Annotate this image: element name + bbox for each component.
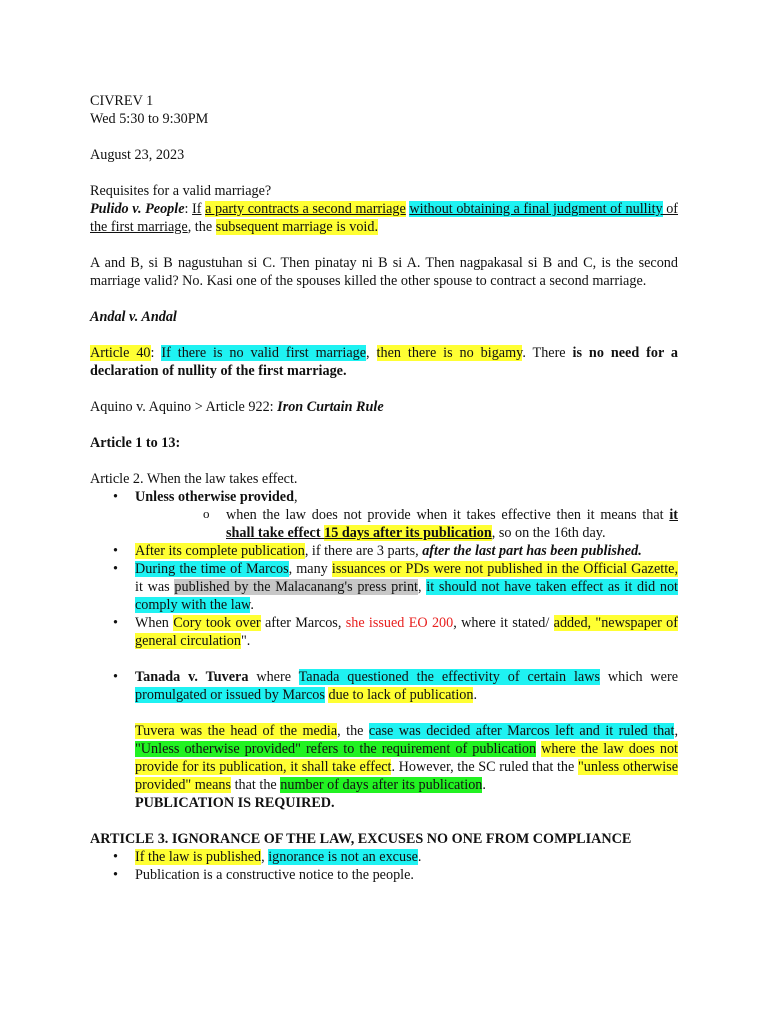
article40-paragraph: Article 40: If there is no valid first marriage, then there is no bigamy. There is no need for a declaration of nullity of the first marriage. (90, 345, 679, 379)
article3-title: ARTICLE 3. IGNORANCE OF THE LAW, EXCUSES NO ONE FROM COMPLIANCE (90, 831, 632, 847)
tanada-case: Tanada v. Tuvera (135, 669, 249, 685)
article2-title: Article 2. When the law takes effect. (90, 471, 298, 487)
list-item: • After its complete publication, if there are 3 parts, after the last part has been published. (90, 542, 678, 560)
articles-heading: Article 1 to 13: (90, 435, 181, 451)
article2-list (90, 488, 678, 650)
tanada-list (90, 668, 678, 812)
scenario-paragraph: A and B, si B nagustuhan si C. Then pinatay ni B si A. Then nagpakasal si B and C, is the second marriage valid? No. Kasi one of the spouses killed the other spouse to contract a second marriage. (90, 255, 678, 289)
hl-no-bigamy: then there is no bigamy (376, 345, 523, 361)
list-item: • If the law is published, ignorance is not an excuse. (90, 848, 678, 866)
requisites-question: Requisites for a valid marriage? (90, 183, 272, 199)
hl-no-valid-first: If there is no valid first marriage (161, 345, 367, 361)
article3-list (90, 848, 678, 884)
list-item: • Unless otherwise provided, o when the law does not provide when it takes effective then it means that it shall take effect 15 days after its publication, so on the 16th day. (90, 488, 678, 542)
list-item: • Tanada v. Tuvera where Tanada questioned the effectivity of certain laws which were promulgated or issued by Marcos due to lack of publication. Tuvera was the head of the media, the case was decided after Marcos left and it ruled that, "Unless otherwise provided" refers to the requirement of publication where the law does not provide for its publication, it shall take effect. However, the SC ruled that the "unless otherwise provided" means that the number of days after its publication. PUBLICATION IS REQUIRED. (90, 668, 678, 812)
tanada-ruling: Tuvera was the head of the media, the case was decided after Marcos left and it ruled that, "Unless otherwise provided" refers to the requirement of publication where the law does not provide for its publication, it shall take effect. However, the SC ruled that the "unless otherwise provided" means that the number of days after its publication. PUBLICATION IS REQUIRED. (135, 723, 678, 811)
pulido-case: Pulido v. People (90, 201, 185, 217)
hl-final-judgment: without obtaining a final judgment of nullity (409, 201, 663, 217)
course-title: CIVREV 1 (90, 93, 154, 109)
document-page (90, 92, 678, 884)
hl-15-days: 15 days after its publication (324, 525, 492, 541)
schedule: Wed 5:30 to 9:30PM (90, 111, 209, 127)
hl-subsequent-void: subsequent marriage is void. (215, 219, 379, 235)
hl-article40: Article 40 (90, 345, 151, 361)
list-item: • When Cory took over after Marcos, she issued EO 200, where it stated/ added, "newspaper of general circulation". (90, 614, 678, 650)
list-item: • Publication is a constructive notice to the people. (90, 866, 678, 884)
pulido-paragraph: Pulido v. People: If a party contracts a second marriage without obtaining a final judgment of nullity of the first marriage, the subsequent marriage is void. (90, 201, 679, 235)
sub-list-item: o when the law does not provide when it takes effective then it means that it shall take effect 15 days after its publication, so on the 16th day. (135, 506, 678, 542)
date: August 23, 2023 (90, 147, 185, 163)
list-item: • During the time of Marcos, many issuances or PDs were not published in the Official Gazette, it was published by the Malacanang's press print, it should not have taken effect as it did not comply with the law. (90, 560, 678, 614)
aquino-line: Aquino v. Aquino > Article 922: Iron Curtain Rule (90, 399, 384, 415)
hl-second-marriage: a party contracts a second marriage (205, 201, 406, 217)
andal-heading: Andal v. Andal (90, 309, 177, 325)
